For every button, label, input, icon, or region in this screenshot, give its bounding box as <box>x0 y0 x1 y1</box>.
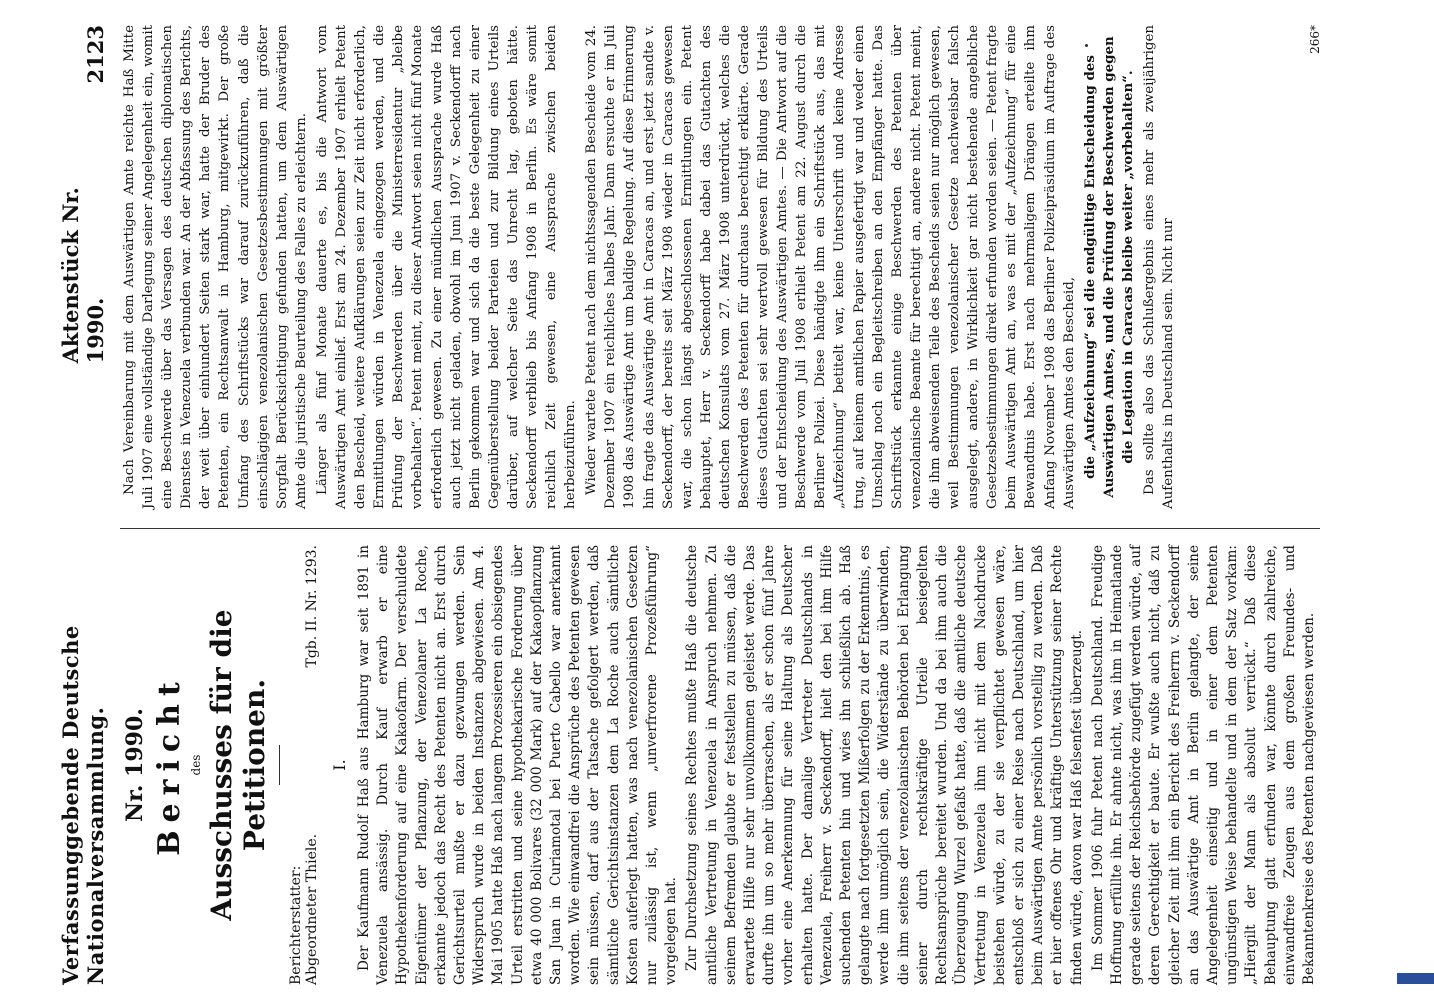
document-number: Nr. 1990. <box>122 708 148 822</box>
paragraph: Der Kaufmann Rudolf Haß aus Hamburg war seit 1891 in Venezuela ansässig. Durch Kauf erwarb er eine Hypothekenforderung auf eine Kakaofarm. Der verschuldete Eigentümer der Pflanzung, der Venezolaner La Roche, erkannte jedoch das Recht des Petenten nicht an. Erst durch Gerichtsurteil mußte er dazu gezwungen werden. Sein Widerspruch wurde in beiden Instanzen abgewiesen. Am 4. Mai 1905 hatte Haß nach langem Prozessieren ein obsiegendes Urteil erstritten und seine hypothekarische Forderung über etwa 40 000 Bolivares (32 000 Mark) auf der Kakaopflanzung San Juan in Curiamotal bei Puerto Cabello war anerkannt worden. Wie einwandfrei die Ansprüche des Petenten gewesen sein müssen, darf aus der Tatsache gefolgert werden, daß sämtliche Gerichtsinstanzen dem La Roche auch sämtliche Kosten auferlegt hatten, was nach venezolanischen Gesetzen nur zulässig ist, wenn „unverfrorene Prozeßführung“ vorgelegen hat. <box>356 545 680 985</box>
paragraph: Nach Vereinbarung mit dem Auswärtigen Amte reichte Haß Mitte Juli 1907 eine vollständige Darlegung seiner Angelegenheit ein, womit eine Beschwerde über das Versagen des deutschen diplomatischen Dienstes in Venezuela verbunden war. An der Abfassung des Berichts, der weit über einhundert Seiten stark war, hatte der Bruder des Petenten, ein Rechtsanwalt in Hamburg, mitgewirkt. Der große Umfang des Schriftstücks war darauf zurückzuführen, daß die einschlägigen venezolanischen Gesetzesbestimmungen mit größter Sorgfalt Berücksichtigung gefunden hatten, um dem Auswärtigen Amte die juristische Beurteilung des Falles zu erleichtern. <box>122 25 309 509</box>
header-page-number: 2123 <box>83 25 108 84</box>
reporter-block <box>288 834 320 985</box>
column-divider <box>120 528 1320 529</box>
committee-title: Ausschusses für die Petitionen. <box>205 609 271 921</box>
header-document-number: Aktenstück Nr. 1990. <box>58 187 108 364</box>
paragraph: Länger als fünf Monate dauerte es, bis die Antwort vom Auswärtigen Amt einlief. Erst am 24. Dezember 1907 erhielt Petent den Bescheid, weitere Aufklärungen seien zur Zeit nicht erforderlich, Ermittlungen würden in Venezuela eingezogen werden, und die Prüfung der Beschwerden über die Ministerresidentur „bleibe vorbehalten“. Petent meint, zu dieser Antwort seien nicht fünf Monate erforderlich gewesen. Zu einer mündlichen Aussprache wurde Haß auch jetzt nicht geladen, obwohl im Juni 1907 v. Seckendorff nach Berlin gekommen war und sich da die beste Gelegenheit zu einer Gegenüberstellung beider Parteien und zur Bildung eines Urteils darüber, auf welcher Seite das Unrecht lag, geboten hätte. Seckendorff verblieb bis Anfang 1908 in Berlin. Es wäre somit reichlich Zeit gewesen, eine Aussprache zwischen beiden herbeizuführen. <box>314 25 579 509</box>
paragraph: Wieder wartete Petent nach dem nichtssagenden Bescheide vom 24. Dezember 1907 ein reichliches halbes Jahr. Dann ersuchte er im Juli 1908 das Auswärtige Amt um baldige Regelung. Auf diese Erinnerung hin fragte das Auswärtige Amt in Caracas an, und erst jetzt sandte v. Seckendorff, der bereits seit März 1908 wieder in Caracas gewesen war, die schon längst abgeschlossenen Ermittlungen ein. Petent behauptet, Herr v. Seckendorff habe dabei das Gutachten des deutschen Konsulats vom 27. März 1908 unterdrückt, welches die Beschwerden des Petenten für durchaus berechtigt erklärte. Gerade dieses Gutachten sei sehr wertvoll gewesen für Bildung des Urteils und der Entscheidung des Auswärtigen Amtes. — Die Antwort auf die Beschwerde vom Juli 1908 erhielt Petent am 22. August durch die Berliner Polizei. Diese händigte ihm ein Schriftstück aus, das mit „Aufzeichnung“ betitelt war, keine Unterschrift und keine Adresse trug, auf keinem amtlichen Papier ausgefertigt war und weder einen Umschlag noch ein Begleitschreiben an den Empfänger hatte. Das Schriftstück erkannte einige Beschwerden des Petenten über venezolanische Beamte für berechtigt an, andere nicht. Petent meint, die ihm abweisenden Teile des Bescheids seien nur möglich gewesen, weil Bestimmungen venezolanischer Gesetze nachweisbar falsch ausgelegt, andere, in Wirklichkeit gar nicht bestehende angebliche Gesetzesbestimmungen direkt erfunden worden seien. — Petent fragte beim Auswärtigen Amt an, was es mit der „Aufzeichnung“ für eine Bewandtnis habe. Erst nach mehrmaligem Drängen erteilte ihm Anfang November 1908 das Berliner Polizeipräsidium im Auftrage des Auswärtigen Amtes den Bescheid, <box>584 25 1077 509</box>
paragraph: Das sollte also das Schlußergebnis eines mehr als zweijährigen Aufenthalts in Deutschland sein. Nicht nur <box>1141 25 1177 509</box>
text-columns <box>120 25 1320 985</box>
section-number: I. <box>330 759 349 771</box>
reporter-name: Abgeordneter Thiele. <box>304 833 320 985</box>
reporter-line <box>288 545 320 985</box>
document-title: Bericht <box>152 674 187 856</box>
journal-reference: Tgb. II. Nr. 1293. <box>304 545 320 668</box>
signature-mark: 266* <box>1308 25 1322 54</box>
header-assembly-title: Verfassunggebende Deutsche Nationalversammlung. <box>58 625 108 985</box>
funding-note <box>1403 8 1429 988</box>
paragraph: Im Sommer 1906 fuhr Petent nach Deutschland. Freudige Hoffnung erfüllte ihn. Er ahnte nicht, was ihm in Heimatlande gerade seitens der Reichsbehörde zugefügt werden würde, auf deren Gerechtigkeit er baute. Er wußte auch nicht, daß zu gleicher Zeit mit ihm ein Bericht des Freiherrn v. Seckendorff an das Auswärtige Amt in Berlin gelangte, der seine Angelegenheit einseitig und in einer dem Petenten ungünstigen Weise behandelte und in dem der Satz vorkam: „Hiergilt der Mann als absolut verrückt.“ Daß diese Behauptung glatt erfunden war, könnte durch zahlreiche, einwandfreie Zeugen aus dem großen Freundes- und Bekanntenkreise des Petenten nachgewiesen werden. <box>1089 545 1317 985</box>
title-rule <box>279 745 280 785</box>
left-column <box>120 545 1320 985</box>
running-header <box>58 25 108 985</box>
paragraph: Zur Durchsetzung seines Rechtes mußte Haß die deutsche amtliche Vertretung in Venezuela in Anspruch nehmen. Zu seinem Befremden glaubte er feststellen zu müssen, daß die erwartete Hilfe nur sehr unvollkommen geleistet werde. Das durfte ihn um so mehr überraschen, als er schon fünf Jahre vorher eine Anerkennung für seine Haltung als Deutscher erhalten hatte. Der damalige Vertreter Deutschlands in Venezuela, Freiherr v. Seckendorff, hielt den bei ihm Hilfe suchenden Petenten hin und wies ihn schließlich ab. Haß gelangte nach fortgesetzten Mißerfolgen zu der Erkenntnis, es werde ihm unmöglich sein, die Widerstände zu überwinden, die ihm seitens der venezolanischen Behörden bei Erlangung seiner durch rechtskräftige Urteile besiegelten Rechtsansprüche bereitet wurden. Und da bei ihm auch die Überzeugung Wurzel gefaßt hatte, daß die amtliche deutsche Vertretung in Venezuela ihm nicht mit dem Nachdrucke beistehen würde, zu der sie verpflichtet gewesen wäre, entschloß er sich zu einer Reise nach Deutschland, um hier beim Auswärtigen Amte persönlich vorstellig zu werden. Daß er hier offenes Ohr und kräftige Unterstützung seiner Rechte finden würde, davon war Haß felsenfest überzeugt. <box>684 545 1085 985</box>
decision-quote: die „Aufzeichnung“ sei die endgültige Entscheidung des Auswärtigen Amtes, und die Prüfung der Beschwerden gegen die Legation in Caracas bleibe weiter „vorbehalten“. <box>1081 36 1136 498</box>
reporter-label: Berichterstatter: <box>288 865 304 985</box>
right-column <box>120 25 1320 509</box>
document-des: des <box>189 754 203 776</box>
scan-speck <box>1085 44 1088 47</box>
rotated-document <box>58 25 1328 985</box>
dfg-logo <box>1397 973 1434 984</box>
